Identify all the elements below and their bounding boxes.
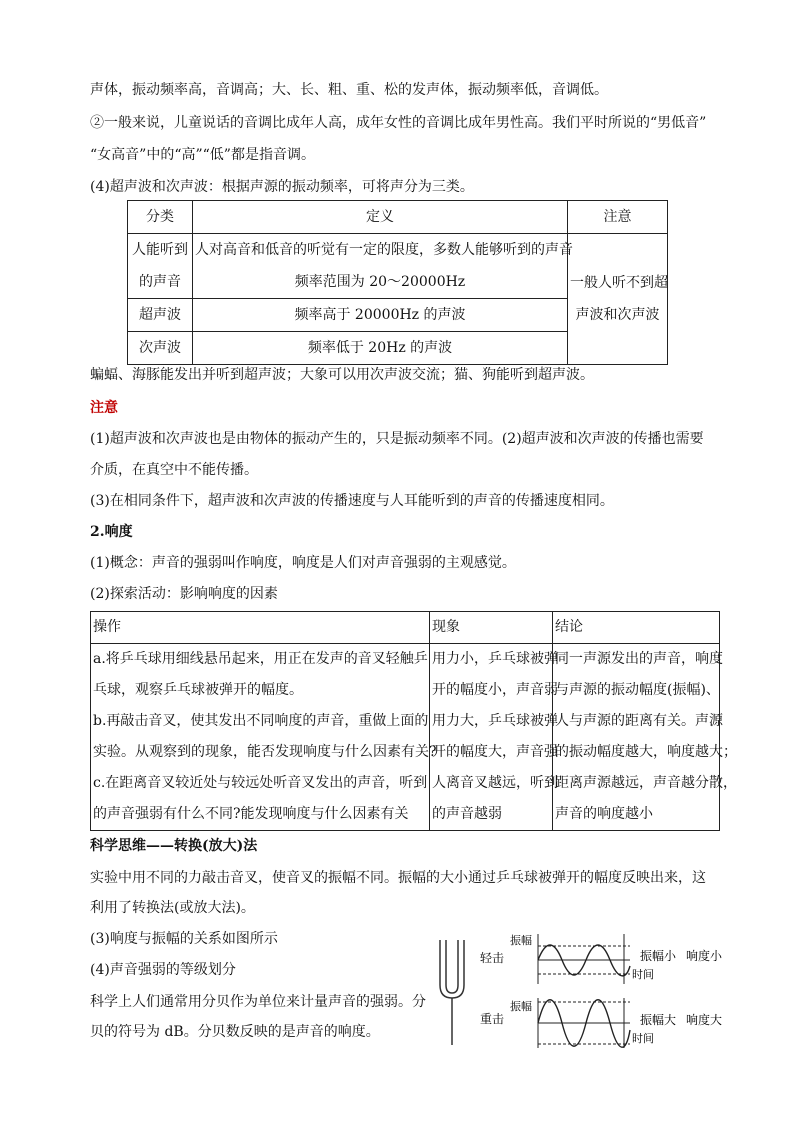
table-header: 定义 <box>193 201 568 234</box>
cell-text: 声音的响度越小 <box>555 806 653 822</box>
cell-text: c.在距离音叉较近处与较远处听音叉发出的声音，听到 <box>93 775 428 791</box>
table-cell: 次声波 <box>128 332 193 365</box>
text-line: 利用了转换法(或放大法)。 <box>90 900 255 916</box>
text-line: 科学上人们通常用分贝作为单位来计量声音的强弱。分 <box>90 994 426 1010</box>
figure-label: 重击 <box>480 1012 505 1026</box>
cell-text: 用力小，乒乓球被弹 <box>432 651 558 667</box>
cell-text: 人对高音和低音的听觉有一定的限度，多数人能够听到的声音 <box>195 242 573 258</box>
table-header: 操作 <box>91 612 430 644</box>
cell-text: 的声音 <box>139 274 181 290</box>
cell-text: b.再敲击音叉，使其发出不同响度的声音，重做上面的 <box>93 713 429 729</box>
axis-label: 振幅 <box>510 934 532 947</box>
cell-text: 的声音越弱 <box>432 806 502 822</box>
axis-label: 时间 <box>632 1032 654 1045</box>
table-cell-note <box>568 234 668 365</box>
cell-text: 人离音叉越远，听到 <box>432 775 558 791</box>
table-cell: 超声波 <box>128 299 193 332</box>
text-line: (1)概念：声音的强弱叫作响度，响度是人们对声音强弱的主观感觉。 <box>90 555 516 571</box>
cell-text: 人与声源的距离有关。声源 <box>555 713 723 729</box>
text-line: (2)探索活动：影响响度的因素 <box>90 586 278 602</box>
cell-text: 用力大，乒乓球被弹 <box>432 713 558 729</box>
text-line: (1)超声波和次声波也是由物体的振动产生的，只是振动频率不同。(2)超声波和次声波的传播也需要 <box>90 431 704 447</box>
frequency-table <box>127 200 668 365</box>
text-line: 介质，在真空中不能传播。 <box>90 462 258 478</box>
cell-text: 乓球，观察乒乓球被弹开的幅度。 <box>93 682 303 698</box>
lower-wave-axes <box>538 998 630 1048</box>
cell-text: 人能听到 <box>132 242 188 258</box>
section-heading: 科学思维——转换(放大)法 <box>90 838 258 854</box>
table-cell <box>128 234 193 299</box>
upper-wave-axes <box>538 934 630 984</box>
figure-label: 轻击 <box>480 951 505 965</box>
text-line: (3)响度与振幅的关系如图所示 <box>90 931 278 947</box>
table-header: 注意 <box>568 201 668 234</box>
cell-text: 开的幅度大，声音强 <box>432 744 558 760</box>
figure-label: 响度大 <box>686 1013 723 1027</box>
cell-text: 声波和次声波 <box>575 307 660 323</box>
text-line: 实验中用不同的力敲击音叉，使音叉的振幅不同。振幅的大小通过乒乓球被弹开的幅度反映出来，这 <box>90 870 706 886</box>
table-header: 结论 <box>553 612 720 644</box>
cell-text: 实验。从观察到的现象，能否发现响度与什么因素有关? <box>93 744 437 760</box>
cell-text: 的声音强弱有什么不同?能发现响度与什么因素有关 <box>93 806 409 822</box>
notice-title: 注意 <box>90 400 118 416</box>
table-header: 现象 <box>430 612 553 644</box>
cell-text: 与声源的振动幅度(振幅)、 <box>555 682 720 698</box>
table-cell-conclusion <box>553 644 737 831</box>
text-line: 贝的符号为 dB。分贝数反映的是声音的响度。 <box>90 1024 380 1040</box>
text-line: 声体，振动频率高，音调高；大、长、粗、重、松的发声体，振动频率低，音调低。 <box>90 82 608 98</box>
text-line: (4)超声波和次声波：根据声源的振动频率，可将声分为三类。 <box>90 179 474 195</box>
table-cell-phenomenon <box>430 644 558 831</box>
figure-label: 振幅大 <box>640 1013 677 1027</box>
text-line: “女高音”中的“高”“低”都是指音调。 <box>90 147 315 163</box>
text-line: ②一般来说，儿童说话的音调比成年人高，成年女性的音调比成年男性高。我们平时所说的“男低音” <box>90 115 707 131</box>
cell-text: 的振动幅度越大，响度越大； <box>555 744 737 760</box>
cell-text: 距离声源越远，声音越分散， <box>555 775 737 791</box>
figure-label: 响度小 <box>686 949 723 963</box>
cell-text: a.将乒乓球用细线悬吊起来，用正在发声的音叉轻触乒 <box>93 651 428 667</box>
table-cell <box>193 234 573 299</box>
text-line: (3)在相同条件下，超声波和次声波的传播速度与人耳能听到的声音的传播速度相同。 <box>90 493 614 509</box>
axis-label: 振幅 <box>510 1000 532 1013</box>
table-cell-operation <box>91 644 437 831</box>
table-header: 分类 <box>128 201 193 234</box>
section-heading: 2.响度 <box>90 524 133 540</box>
tuning-fork-icon <box>440 940 464 1045</box>
cell-text: 同一声源发出的声音，响度 <box>555 651 723 667</box>
cell-text: 开的幅度小，声音弱 <box>432 682 558 698</box>
axis-label: 时间 <box>632 968 654 981</box>
cell-text: 一般人听不到超 <box>570 275 668 291</box>
table-cell: 频率高于 20000Hz 的声波 <box>193 299 568 332</box>
figure-label: 振幅小 <box>640 949 677 963</box>
table-cell: 频率低于 20Hz 的声波 <box>193 332 568 365</box>
text-line: (4)声音强弱的等级划分 <box>90 962 236 978</box>
loudness-amplitude-figure <box>430 930 760 1050</box>
text-line: 蝙蝠、海豚能发出并听到超声波；大象可以用次声波交流；猫、狗能听到超声波。 <box>90 367 594 383</box>
cell-text: 频率范围为 20～20000Hz <box>294 274 466 290</box>
loudness-table <box>90 611 737 831</box>
